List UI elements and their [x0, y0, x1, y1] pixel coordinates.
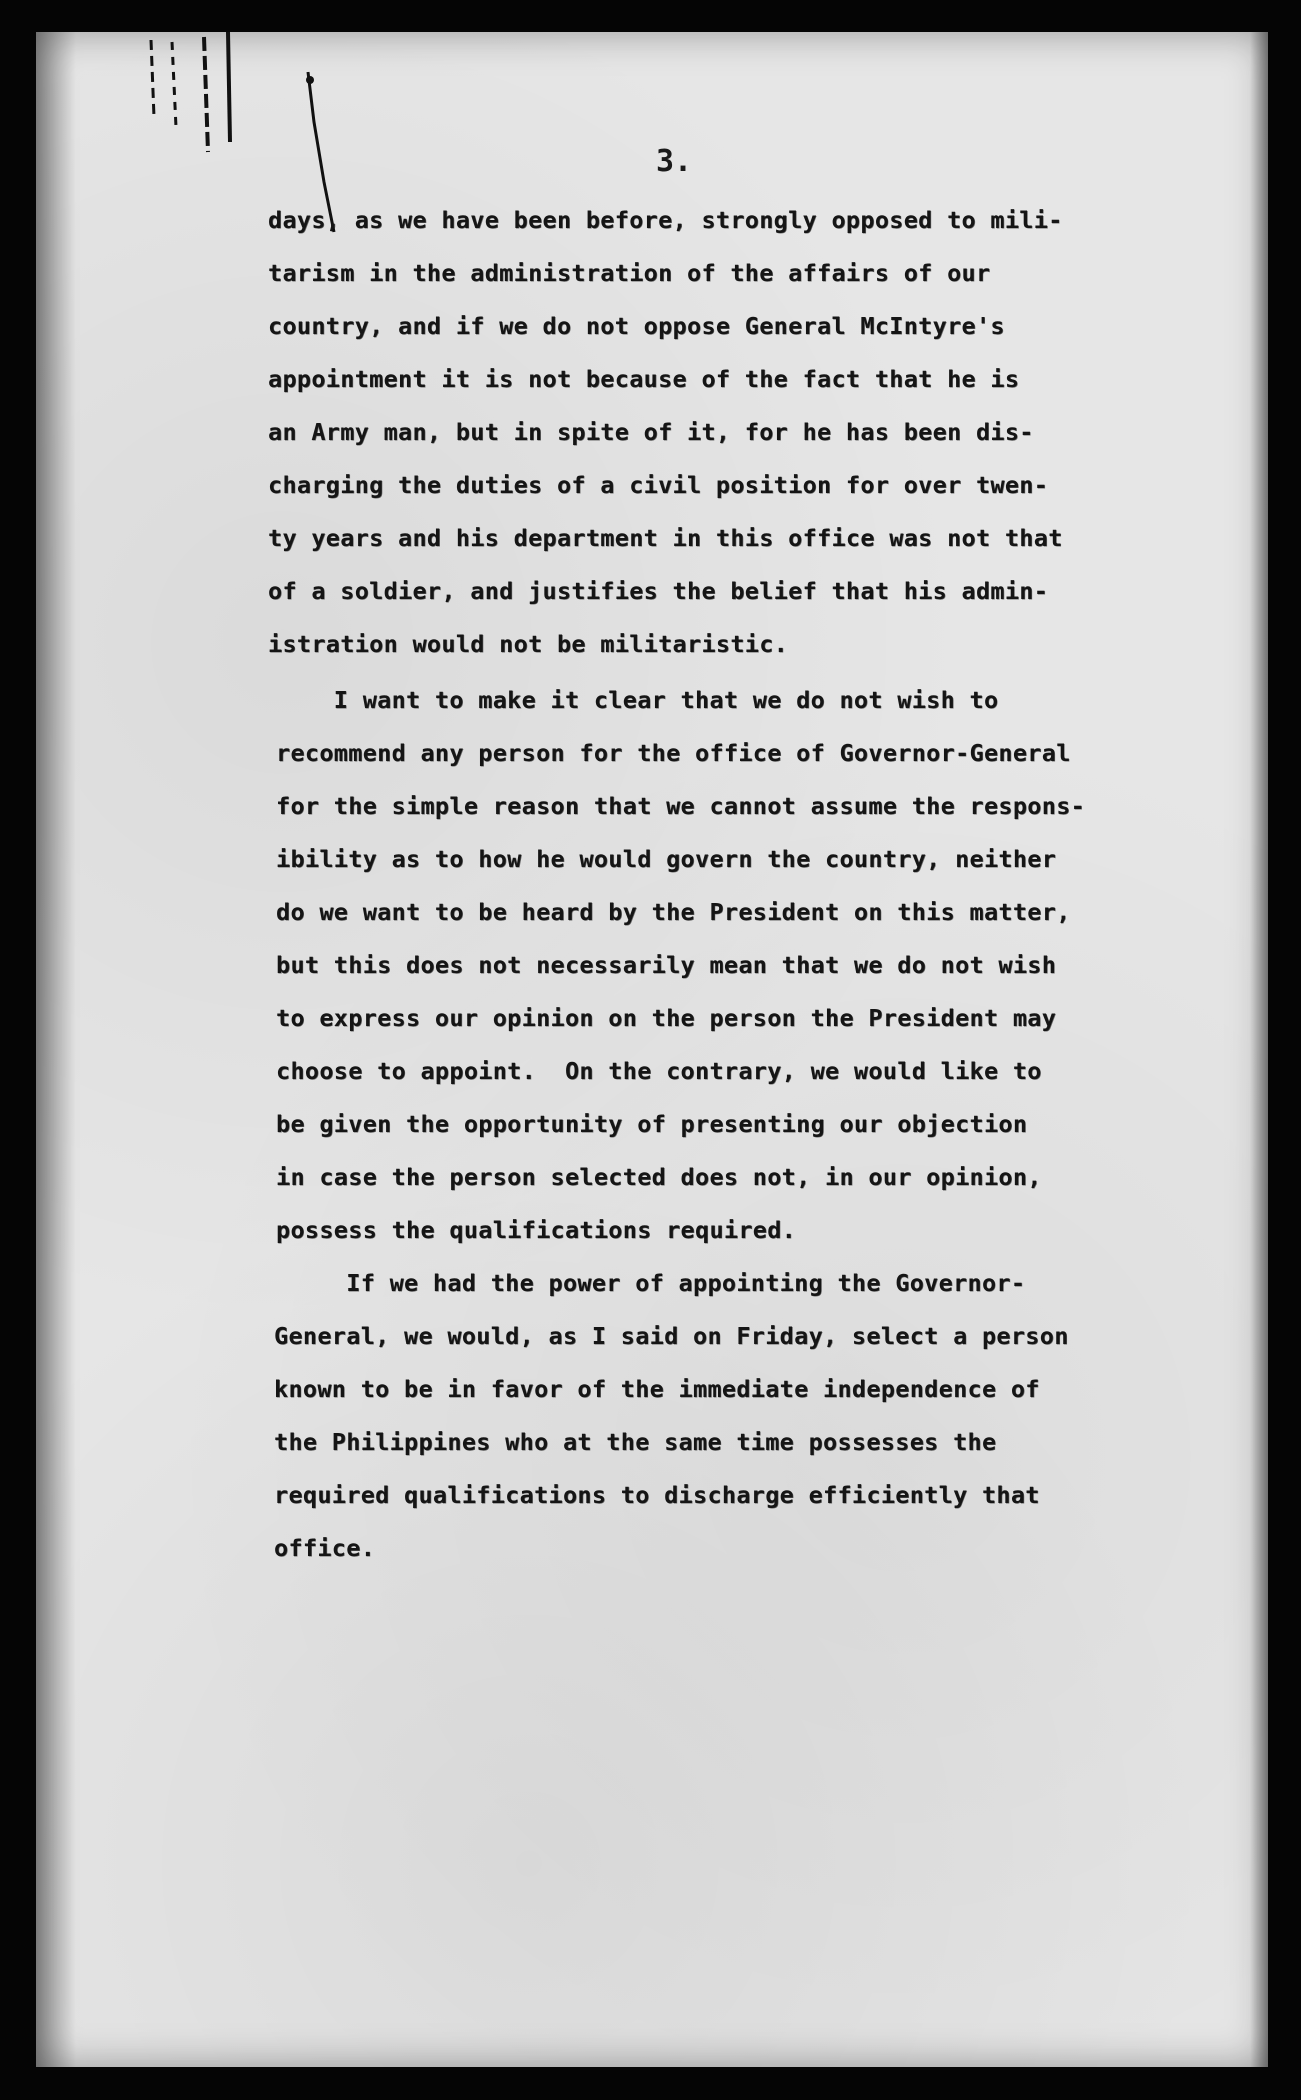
text-line: known to be in favor of the immediate independence of: [274, 1375, 1040, 1403]
text-line: for the simple reason that we cannot assume the respons-: [276, 792, 1086, 820]
page-shadow-right: [1250, 32, 1268, 2067]
text-line: in case the person selected does not, in our opinion,: [276, 1163, 1042, 1191]
text-line: recommend any person for the office of Governor-General: [276, 739, 1071, 767]
text-line: country, and if we do not oppose General McIntyre's: [268, 312, 1005, 340]
text-line: tarism in the administration of the affairs of our: [268, 259, 991, 287]
paragraph-2: [276, 685, 1086, 1244]
text-line: ibility as to how he would govern the country, neither: [276, 845, 1057, 873]
paragraph-1: [268, 205, 1063, 658]
page-number: 3.: [656, 144, 693, 179]
text-line: of a soldier, and justifies the belief that his admin-: [268, 577, 1049, 605]
text-line: do we want to be heard by the President on this matter,: [276, 898, 1071, 926]
text-line: charging the duties of a civil position for over twen-: [268, 471, 1049, 499]
text-line: to express our opinion on the person the President may: [276, 1004, 1057, 1032]
page-shadow-left: [36, 32, 76, 2067]
text-line: required qualifications to discharge efficiently that: [274, 1481, 1040, 1509]
text-line: days, as we have been before, strongly opposed to mili-: [268, 206, 1063, 234]
text-line: possess the qualifications required.: [276, 1216, 797, 1244]
text-line: ty years and his department in this office was not that: [268, 524, 1063, 552]
text-line: the Philippines who at the same time possesses the: [274, 1428, 997, 1456]
text-line: appointment it is not because of the fact that he is: [268, 365, 1020, 393]
text-line: If we had the power of appointing the Governor-: [274, 1269, 1026, 1297]
text-line: office.: [274, 1534, 376, 1562]
text-line: istration would not be militaristic.: [268, 630, 789, 658]
text-line: I want to make it clear that we do not wish to: [276, 686, 999, 714]
text-line: choose to appoint. On the contrary, we would like to: [276, 1057, 1042, 1085]
text-line: General, we would, as I said on Friday, select a person: [274, 1322, 1069, 1350]
text-line: an Army man, but in spite of it, for he has been dis-: [268, 418, 1034, 446]
paragraph-3: [274, 1268, 1069, 1562]
text-line: but this does not necessarily mean that we do not wish: [276, 951, 1057, 979]
text-line: be given the opportunity of presenting our objection: [276, 1110, 1028, 1138]
document-page: [36, 32, 1268, 2067]
